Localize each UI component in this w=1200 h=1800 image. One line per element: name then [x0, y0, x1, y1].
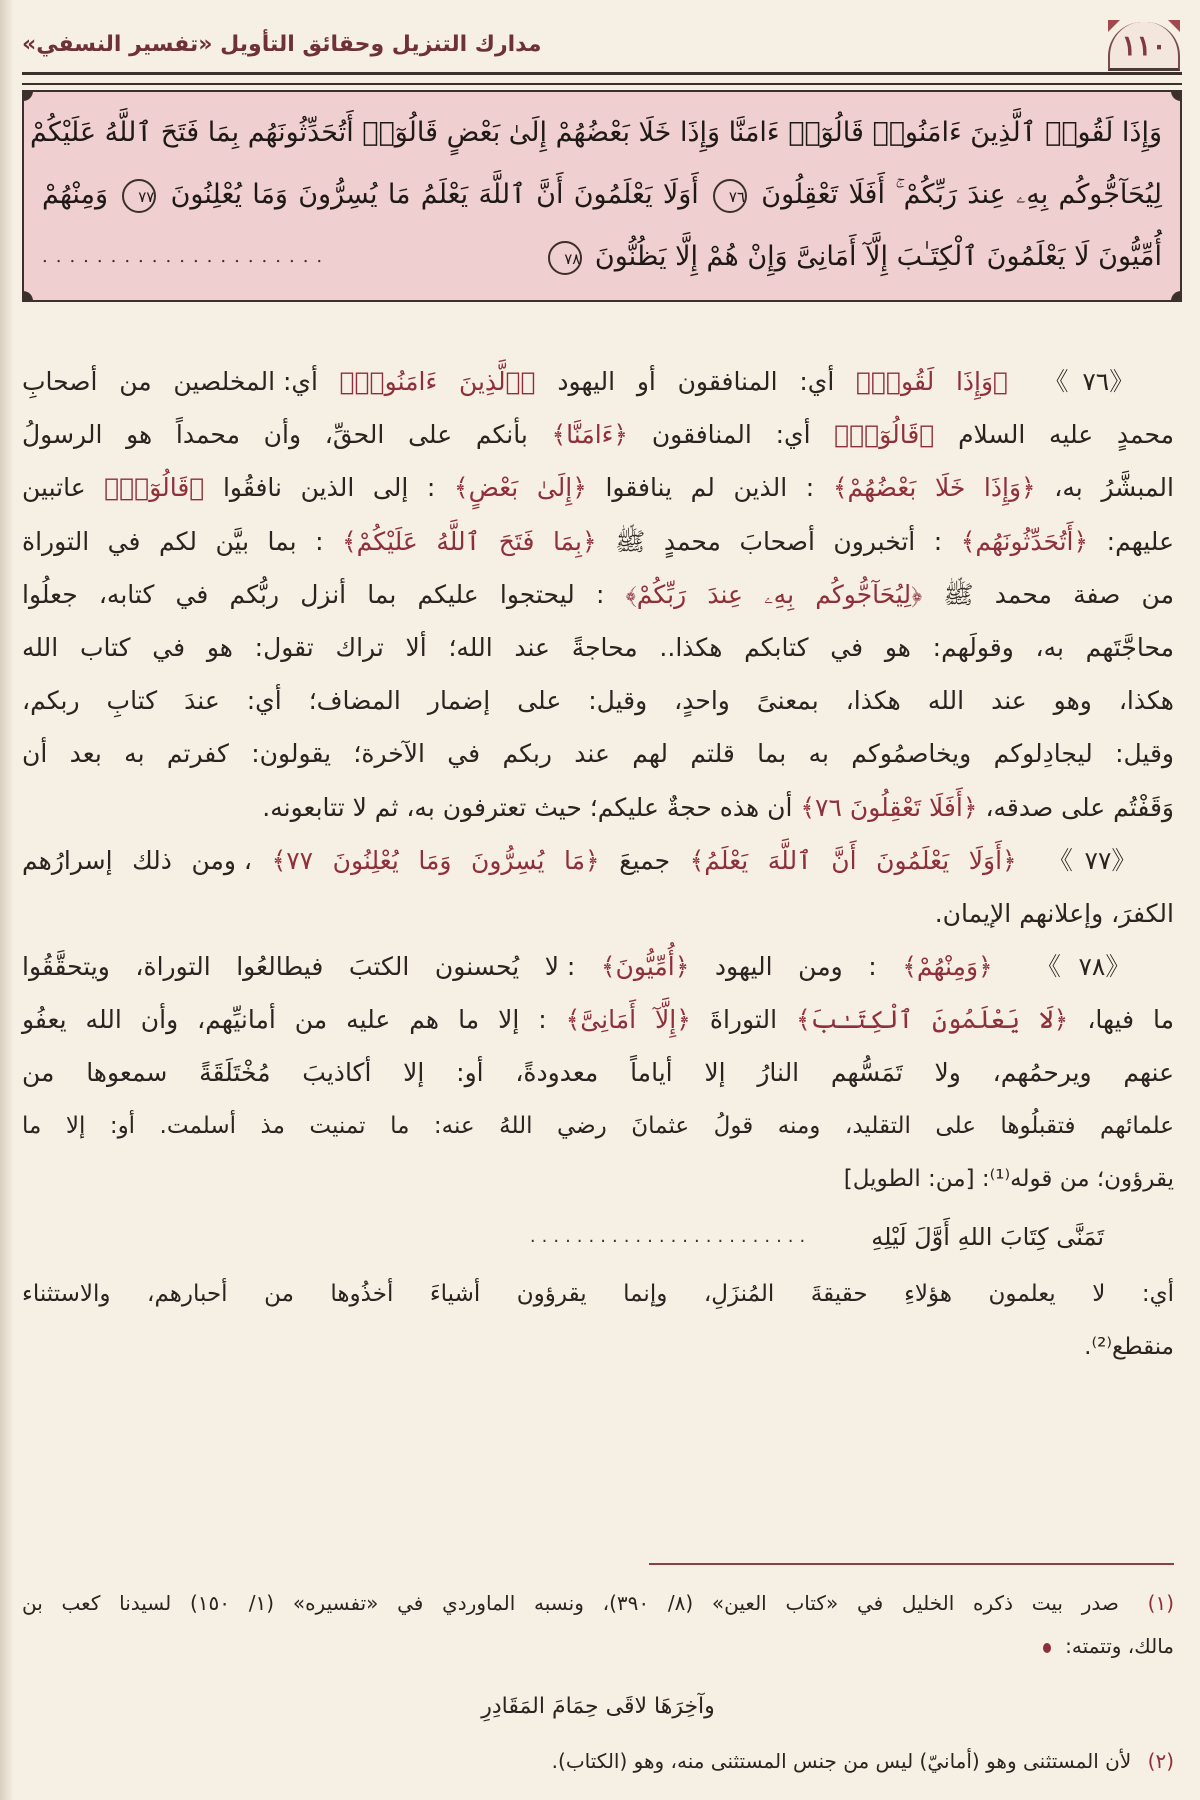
- footnote-text: مالك، وتتمته:: [1065, 1634, 1174, 1658]
- commentary-line: عنهم ويرحمُهم، ولا تَمَسُّهم النارُ إلا أياماً معدودةً، أو: إلا أكاذيبَ مُخْتَلَقَةً سمعوها من: [22, 1058, 1174, 1088]
- commentary-text: عليهم:: [1106, 526, 1174, 556]
- commentary-text: : لا يُحسنون الكتبَ فيطالعُوا التوراة، ويتحقَّقُوا: [22, 952, 576, 982]
- quran-quote: ﴿أَوَلَا يَعْلَمُونَ أَنَّ ٱللَّهَ يَعْلَمُ﴾: [689, 845, 1017, 875]
- commentary-line: [22, 515, 1174, 568]
- bullet-mark: [1043, 1643, 1051, 1653]
- commentary-line: [22, 355, 1174, 408]
- poem-hemistich: تَمَنَّى كِتَابَ اللهِ أَوَّلَ لَيْلِهِ: [871, 1223, 1104, 1251]
- commentary-line: علمائهم فتقبلُوها على التقليد، ومنه قولُ عثمانَ رضي اللهُ عنه: ما تمنيت مذ أسلمت. أو: إلا ما: [22, 1112, 1174, 1139]
- commentary-text: المبشَّرُ به،: [1054, 473, 1174, 503]
- commentary-text: : إلا ما هم عليه من أمانيِّهم، وأن الله يعفُو: [22, 1005, 547, 1035]
- quran-text: وَمِنْهُمْ: [42, 179, 109, 210]
- commentary-line: أي: لا يعلمون هؤلاءِ حقيقةَ المُنزَلِ، وإنما يقرؤون أشياءَ أخذُوها من أحبارهم، والاستثناء: [22, 1281, 1174, 1307]
- quran-quote: ﴿مَا يُسِرُّونَ وَمَا يُعْلِنُونَ ٧٧﴾: [271, 845, 600, 875]
- commentary-text: محمدٍ عليه السلام: [958, 420, 1175, 450]
- quran-quote: ﴿وَإِذَا لَقُوا۟﴾: [856, 367, 1009, 396]
- corner-ornament: [1171, 291, 1181, 301]
- verse-number: 《٧٧》: [1036, 845, 1148, 875]
- quran-quote: ﴿أُمِّيُّونَ﴾: [600, 952, 690, 982]
- header-double-rule: [22, 72, 1182, 85]
- ayah-number-marker: ٧٧: [122, 179, 156, 213]
- commentary-text: ، ومن ذلك إسرارُهم: [22, 845, 252, 875]
- quran-quote: ﴿إِلَىٰ بَعْضٍ﴾: [453, 473, 587, 503]
- commentary-text: عاتبين: [22, 473, 86, 503]
- footnote-number: (٢): [1147, 1749, 1174, 1773]
- footnotes: [22, 1582, 1174, 1783]
- quran-quote: ﴿قَالُوٓا۟﴾: [104, 473, 205, 503]
- commentary-text: ما فيها،: [1087, 1005, 1174, 1035]
- poem-dots: ........................: [529, 1226, 812, 1247]
- corner-ornament: [1171, 91, 1181, 101]
- commentary-line: [22, 834, 1174, 887]
- commentary-text: أي: المنافقون: [651, 420, 811, 450]
- corner-ornament: [23, 91, 33, 101]
- quran-quote: ﴿أَتُحَدِّثُونَهُم﴾: [960, 526, 1089, 556]
- footnote-1: [22, 1582, 1174, 1625]
- commentary-line: [22, 408, 1174, 461]
- commentary-text: بأنكم على الحقِّ، وأن محمداً هو الرسولُ: [22, 420, 528, 450]
- ayah-number-marker: ٧٨: [548, 241, 582, 275]
- page-number-badge: ١١٠: [1108, 22, 1180, 71]
- corner-ornament: [23, 291, 33, 301]
- commentary-line: وقيل: ليجادِلوكم ويخاصمُوكم به بما قلتم لهم عند ربكم في الآخرة؛ يقولون: كفرتم به بعد أن: [22, 739, 1174, 769]
- commentary-text: : ومن اليهود: [714, 952, 877, 982]
- binding-shadow: [0, 0, 14, 1800]
- footnote-text: صدر بيت ذكره الخليل في «كتاب العين» (٨/ ٣٩٠)، ونسبه الماوردي في «تفسيره» (١/ ١٥٠) لسيدنا كعب بن: [22, 1591, 1119, 1615]
- poem-line: [22, 1206, 1174, 1268]
- footnote-number: (١): [1147, 1591, 1175, 1615]
- commentary-text: : الذين لم ينافقوا: [605, 473, 815, 503]
- quran-quote: ﴿إِلَّآ أَمَانِىَّ﴾: [565, 1005, 691, 1035]
- quran-line-2: [42, 164, 1162, 226]
- commentary-text: أي: المخلصين من أصحابِ: [22, 367, 318, 396]
- quran-line-1: وَإِذَا لَقُوا۟ ٱلَّذِينَ ءَامَنُوا۟ قَالُوٓا۟ ءَامَنَّا وَإِذَا خَلَا بَعْضُهُمْ إِلَىٰ بَعْضٍ قَالُوٓا۟ أَتُحَدِّثُونَهُم بِمَا فَتَحَ ٱللَّهُ عَلَيْكُمْ: [30, 117, 1162, 148]
- commentary-line: [22, 993, 1174, 1046]
- commentary-line: [22, 940, 1174, 993]
- commentary-line: هكذا، وهو عند الله هكذا، بمعنىً واحدٍ، وقيل: على إضمار المضاف؛ أي: عندَ كتابِ ربكم،: [22, 686, 1174, 716]
- commentary-text: : بما بيَّن لكم في التوراة: [22, 526, 324, 556]
- commentary-line: [22, 461, 1174, 514]
- commentary-text: التوراةَ: [709, 1005, 778, 1035]
- commentary-line: يقرؤون؛ من قوله⁽¹⁾: [من: الطويل]: [843, 1165, 1174, 1192]
- commentary-text: أي: المنافقون أو اليهود: [557, 367, 835, 396]
- quran-text: أُمِّيُّونَ لَا يَعْلَمُونَ ٱلْكِتَـٰبَ إِلَّآ أَمَانِىَّ وَإِنْ هُمْ إِلَّا يَظُنُّونَ: [594, 241, 1162, 272]
- quran-quote: ﴿وَإِذَا خَلَا بَعْضُهُمْ﴾: [832, 473, 1036, 503]
- commentary-line: [22, 781, 1174, 834]
- quran-text: أَوَلَا يَعْلَمُونَ أَنَّ ٱللَّهَ يَعْلَمُ مَا يُسِرُّونَ وَمَا يُعْلِنُونَ: [170, 179, 699, 210]
- ayah-number-marker: ٧٦: [713, 179, 747, 213]
- page-header: [22, 18, 1180, 78]
- footnote-text: لأن المستثنى وهو (أمانيّ) ليس من جنس المستثنى منه، وهو (الكتاب).: [551, 1749, 1132, 1773]
- commentary-line: [22, 568, 1174, 621]
- dotted-filler: .....................: [42, 246, 331, 267]
- quran-quote: ﴿وَمِنْهُمْ﴾: [902, 952, 993, 982]
- commentary-text: جميعَ: [619, 845, 671, 875]
- quran-line-3: [42, 226, 1162, 288]
- commentary-body: [22, 355, 1174, 1374]
- footnote-2: [22, 1740, 1174, 1783]
- quran-text: لِيُحَآجُّوكُم بِهِۦ عِندَ رَبِّكُمْ ۚ أَفَلَا تَعْقِلُونَ: [761, 179, 1162, 210]
- quran-quote: ﴿لِيُحَآجُّوكُم بِهِۦ عِندَ رَبِّكُمْ﴾: [625, 579, 923, 609]
- commentary-line: منقطع⁽²⁾.: [1084, 1334, 1174, 1361]
- commentary-line: الكفرَ، وإعلانهم الإيمان.: [934, 898, 1174, 928]
- quran-quote: ﴿لَا يَعْلَمُونَ ٱلْكِتَـٰبَ﴾: [796, 1005, 1069, 1035]
- commentary-text: وَقَفْتُم على صدقه،: [985, 792, 1174, 822]
- commentary-text: : إلى الذين نافقُوا: [222, 473, 436, 503]
- footnote-separator: [649, 1563, 1174, 1565]
- verse-number: 《٧٦》: [1029, 367, 1148, 396]
- commentary-text: : أتخبرون أصحابَ محمدٍ ﷺ: [615, 526, 943, 556]
- commentary-text: : ليحتجوا عليكم بما أنزل ربُّكم في كتابه، جعلُوا: [22, 579, 605, 609]
- running-title: مدارك التنزيل وحقائق التأويل «تفسير النسفي»: [22, 32, 542, 57]
- commentary-line: محاجَّتَهم به، وقولَهم: هو في كتابكم هكذا.. محاجةً عند الله؛ ألا تراك تقول: هو في كتاب الله: [22, 632, 1174, 662]
- commentary-text: أن هذه حجةٌ عليكم؛ حيث تعترفون به، ثم لا تتابعونه.: [262, 792, 793, 822]
- quran-quote: ﴿قَالُوٓا۟﴾: [834, 420, 935, 450]
- commentary-text: من صفة محمد ﷺ: [943, 579, 1174, 609]
- quran-quote: ﴿ٱلَّذِينَ ءَامَنُوا۟﴾: [339, 367, 536, 396]
- verse-number: 《٧٨》: [1018, 952, 1148, 982]
- footnote-verse: وآخِرَهَا لاقَى حِمَامَ المَقَادِرِ: [481, 1694, 715, 1719]
- quran-quote: ﴿بِمَا فَتَحَ ٱللَّهُ عَلَيْكُمْ﴾: [342, 526, 597, 556]
- quran-quote: ﴿ءَامَنَّا﴾: [551, 420, 629, 450]
- quran-quote: ﴿أَفَلَا تَعْقِلُونَ ٧٦﴾: [800, 792, 978, 822]
- footnote-1-cont: [22, 1625, 1174, 1668]
- quran-verse-box: [22, 90, 1182, 302]
